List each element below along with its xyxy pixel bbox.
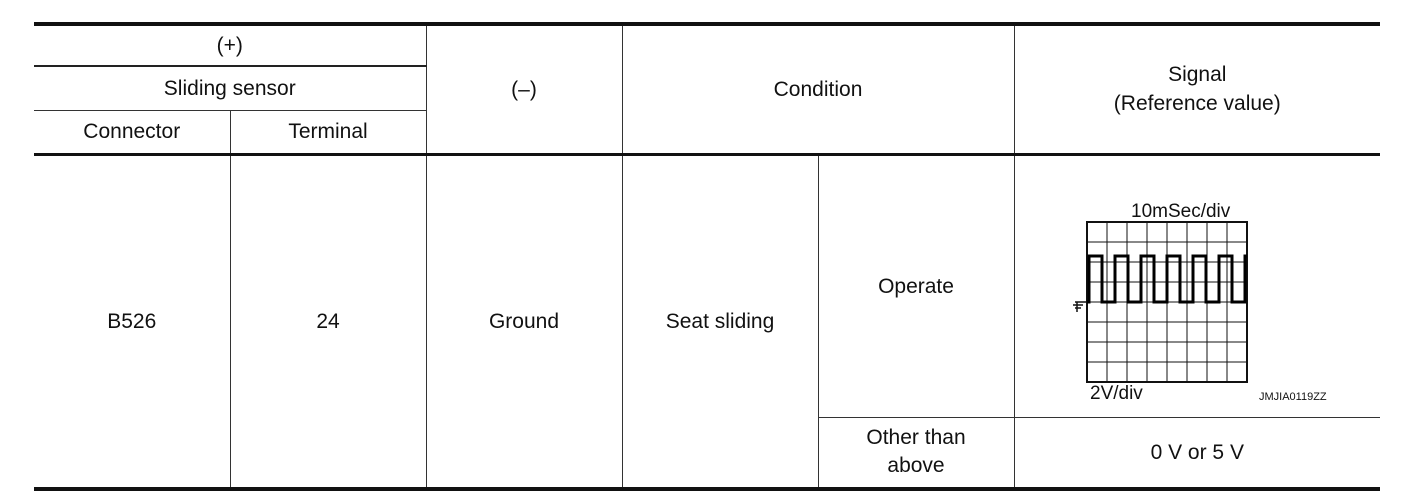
state-operate: Operate (818, 154, 1014, 417)
plus-header: (+) (34, 24, 426, 66)
state-other-line1: Other than (866, 426, 966, 450)
connector-header: Connector (34, 110, 230, 154)
minus-value: Ground (426, 154, 622, 489)
square-wave-trace (1087, 256, 1247, 302)
ground-icon (1073, 302, 1087, 312)
header-row-plus (34, 24, 1380, 66)
scope-volt-div: 2V/div (1089, 382, 1143, 404)
condition-header: Condition (622, 24, 1014, 154)
scope-time-div: 10mSec/div (1130, 200, 1230, 222)
terminal-value: 24 (230, 154, 426, 489)
state-other-line2: above (887, 454, 945, 478)
sensor-name-header: Sliding sensor (34, 66, 426, 110)
state-other (818, 417, 1014, 489)
figure-id: JMJIA0119ZZ (1258, 390, 1327, 403)
scope-cell (1014, 154, 1380, 417)
minus-header: (–) (426, 24, 622, 154)
terminal-header: Terminal (230, 110, 426, 154)
connector-value: B526 (34, 154, 230, 489)
signal-other-value: 0 V or 5 V (1014, 417, 1380, 489)
signal-reference: (Reference value) (1113, 92, 1281, 116)
signal-title: Signal (1168, 63, 1227, 87)
terminal-spec-table (34, 22, 1380, 491)
oscilloscope-waveform (1015, 156, 1381, 419)
condition-value: Seat sliding (622, 154, 818, 489)
signal-header (1014, 24, 1380, 154)
data-row-operate (34, 154, 1380, 417)
